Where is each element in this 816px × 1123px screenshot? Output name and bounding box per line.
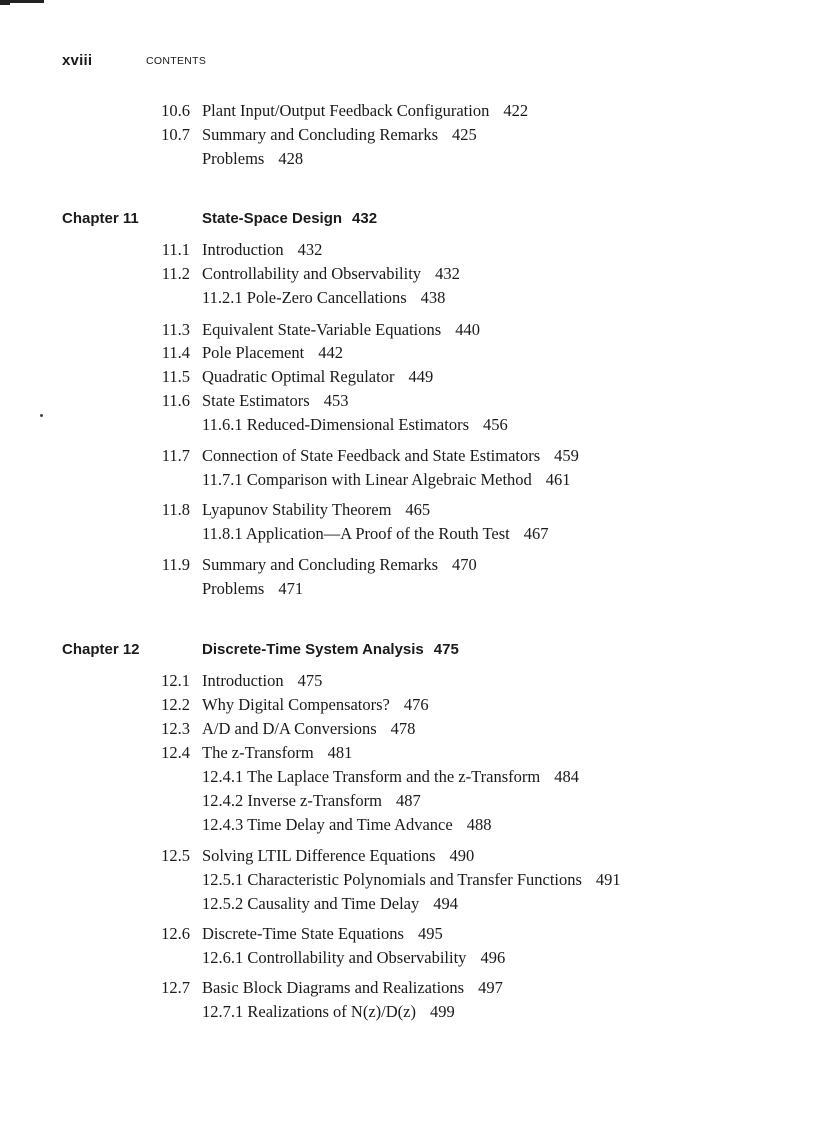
scan-mark (0, 3, 10, 5)
section-title: State Estimators (202, 391, 310, 410)
section-page: 490 (449, 846, 475, 865)
section-title-line (202, 264, 460, 284)
section-page: 449 (408, 367, 434, 386)
section-number: 11.7 (161, 446, 190, 465)
section-title: Basic Block Diagrams and Realizations (202, 978, 465, 997)
subsection-page: 456 (483, 415, 508, 434)
section-page: 476 (403, 695, 429, 714)
section-number: 12.1 (161, 671, 190, 690)
section-title-line (202, 743, 352, 763)
section-title: A/D and D/A Conversions (202, 719, 377, 738)
section-page: 497 (478, 978, 503, 997)
subsection-page: 438 (420, 288, 446, 307)
section-title-line (202, 846, 474, 866)
section-title-line (202, 367, 433, 387)
section-title-line (202, 240, 322, 260)
section-page: 432 (435, 264, 460, 283)
section-number: 11.4 (161, 343, 190, 362)
section-title: Lyapunov Stability Theorem (202, 500, 392, 519)
section-number: 12.7 (161, 978, 190, 997)
section-title-line (202, 446, 579, 466)
section-number: 11.1 (161, 240, 190, 259)
chapter-title: State-Space Design (202, 210, 343, 227)
subsection-title-line (202, 415, 508, 435)
section-title-line (202, 924, 443, 944)
section-title-line (202, 320, 480, 340)
subsection-title: 11.6.1 Reduced-Dimensional Estimators (202, 415, 470, 434)
section-title-line (202, 555, 477, 575)
chapter-page: 432 (352, 210, 378, 227)
section-number: 11.8 (161, 500, 190, 519)
section-title: Introduction (202, 671, 284, 690)
subsection-title: 12.7.1 Realizations of N(z)/D(z) (202, 1002, 416, 1021)
section-title: Discrete-Time State Equations (202, 924, 404, 943)
section-title: Equivalent State-Variable Equations (202, 320, 442, 339)
chapter-title-line (202, 640, 459, 660)
subsection-title: 12.5.2 Causality and Time Delay (202, 894, 420, 913)
subsection-title-line (202, 815, 491, 835)
section-title: Plant Input/Output Feedback Configuration (202, 101, 490, 120)
section-number: 11.6 (161, 391, 190, 410)
subsection-page: 488 (466, 815, 492, 834)
section-page: 478 (390, 719, 416, 738)
subsection-title: 11.2.1 Pole-Zero Cancellations (202, 288, 407, 307)
subsection-page: 496 (480, 948, 506, 967)
subsection-title-line (202, 470, 571, 490)
section-number: 12.2 (161, 695, 190, 714)
subsection-title: 12.6.1 Controllability and Observability (202, 948, 467, 967)
subsection-page: 494 (433, 894, 458, 913)
section-page: 428 (278, 149, 304, 168)
section-title: Connection of State Feedback and State Estimators (202, 446, 541, 465)
chapter-label: Chapter 12 (62, 641, 140, 658)
subsection-title-line (202, 870, 621, 890)
subsection-page: 484 (554, 767, 579, 786)
subsection-title-line (202, 288, 445, 308)
section-number: 10.7 (161, 125, 190, 144)
subsection-title-line (202, 948, 505, 968)
section-title: Summary and Concluding Remarks (202, 555, 439, 574)
subsection-title-line (202, 767, 579, 787)
section-title: Pole Placement (202, 343, 305, 362)
chapter-label: Chapter 11 (62, 210, 139, 227)
subsection-title: 11.7.1 Comparison with Linear Algebraic Method (202, 470, 532, 489)
section-page: 459 (554, 446, 579, 465)
section-title: Quadratic Optimal Regulator (202, 367, 395, 386)
section-title-line (202, 101, 528, 121)
subsection-title-line (202, 894, 458, 914)
subsection-page: 461 (545, 470, 571, 489)
subsection-title: 12.4.1 The Laplace Transform and the z-Transform (202, 767, 541, 786)
page-header (62, 52, 207, 70)
section-title: Problems (202, 579, 265, 598)
section-title-line (202, 149, 303, 169)
subsection-title-line (202, 524, 549, 544)
subsection-title: 12.4.3 Time Delay and Time Advance (202, 815, 453, 834)
chapter-title: Discrete-Time System Analysis (202, 641, 424, 658)
section-title-line (202, 500, 430, 520)
page-number: xviii (62, 52, 93, 69)
section-title: Summary and Concluding Remarks (202, 125, 439, 144)
section-title: Problems (202, 149, 265, 168)
subsection-page: 491 (595, 870, 621, 889)
section-number: 11.2 (161, 264, 190, 283)
section-title-line (202, 125, 477, 145)
section-title: Why Digital Compensators? (202, 695, 390, 714)
section-page: 471 (278, 579, 304, 598)
section-title-line (202, 579, 303, 599)
section-page: 453 (323, 391, 349, 410)
section-page: 432 (297, 240, 323, 259)
subsection-title: 11.8.1 Application—A Proof of the Routh Test (202, 524, 510, 543)
section-number: 12.4 (161, 743, 190, 762)
subsection-page: 487 (395, 791, 421, 810)
section-page: 475 (297, 671, 323, 690)
section-title-line (202, 343, 343, 363)
section-title: Controllability and Observability (202, 264, 422, 283)
section-number: 10.6 (161, 101, 190, 120)
chapter-page: 475 (433, 641, 459, 658)
subsection-title-line (202, 1002, 455, 1022)
section-page: 465 (405, 500, 431, 519)
section-page: 422 (503, 101, 529, 120)
subsection-page: 467 (523, 524, 549, 543)
section-number: 12.6 (161, 924, 190, 943)
section-title-line (202, 391, 348, 411)
section-title: Solving LTIL Difference Equations (202, 846, 436, 865)
section-page: 440 (455, 320, 480, 339)
section-title-line (202, 719, 415, 739)
subsection-title-line (202, 791, 421, 811)
section-number: 11.9 (161, 555, 190, 574)
subsection-title: 12.5.1 Characteristic Polynomials and Transfer Functions (202, 870, 582, 889)
section-title-line (202, 671, 322, 691)
scan-speck (40, 414, 43, 417)
section-number: 12.5 (161, 846, 190, 865)
section-page: 442 (318, 343, 343, 362)
section-page: 425 (452, 125, 477, 144)
section-page: 481 (327, 743, 353, 762)
section-title: Introduction (202, 240, 284, 259)
subsection-page: 499 (429, 1002, 455, 1021)
section-page: 470 (452, 555, 477, 574)
section-title: The z-Transform (202, 743, 314, 762)
section-number: 11.5 (161, 367, 190, 386)
section-title-line (202, 978, 503, 998)
section-title-line (202, 695, 429, 715)
section-number: 12.3 (161, 719, 190, 738)
section-page: 495 (417, 924, 443, 943)
subsection-title: 12.4.2 Inverse z-Transform (202, 791, 382, 810)
running-title: CONTENTS (146, 55, 207, 67)
chapter-title-line (202, 209, 377, 229)
section-number: 11.3 (161, 320, 190, 339)
